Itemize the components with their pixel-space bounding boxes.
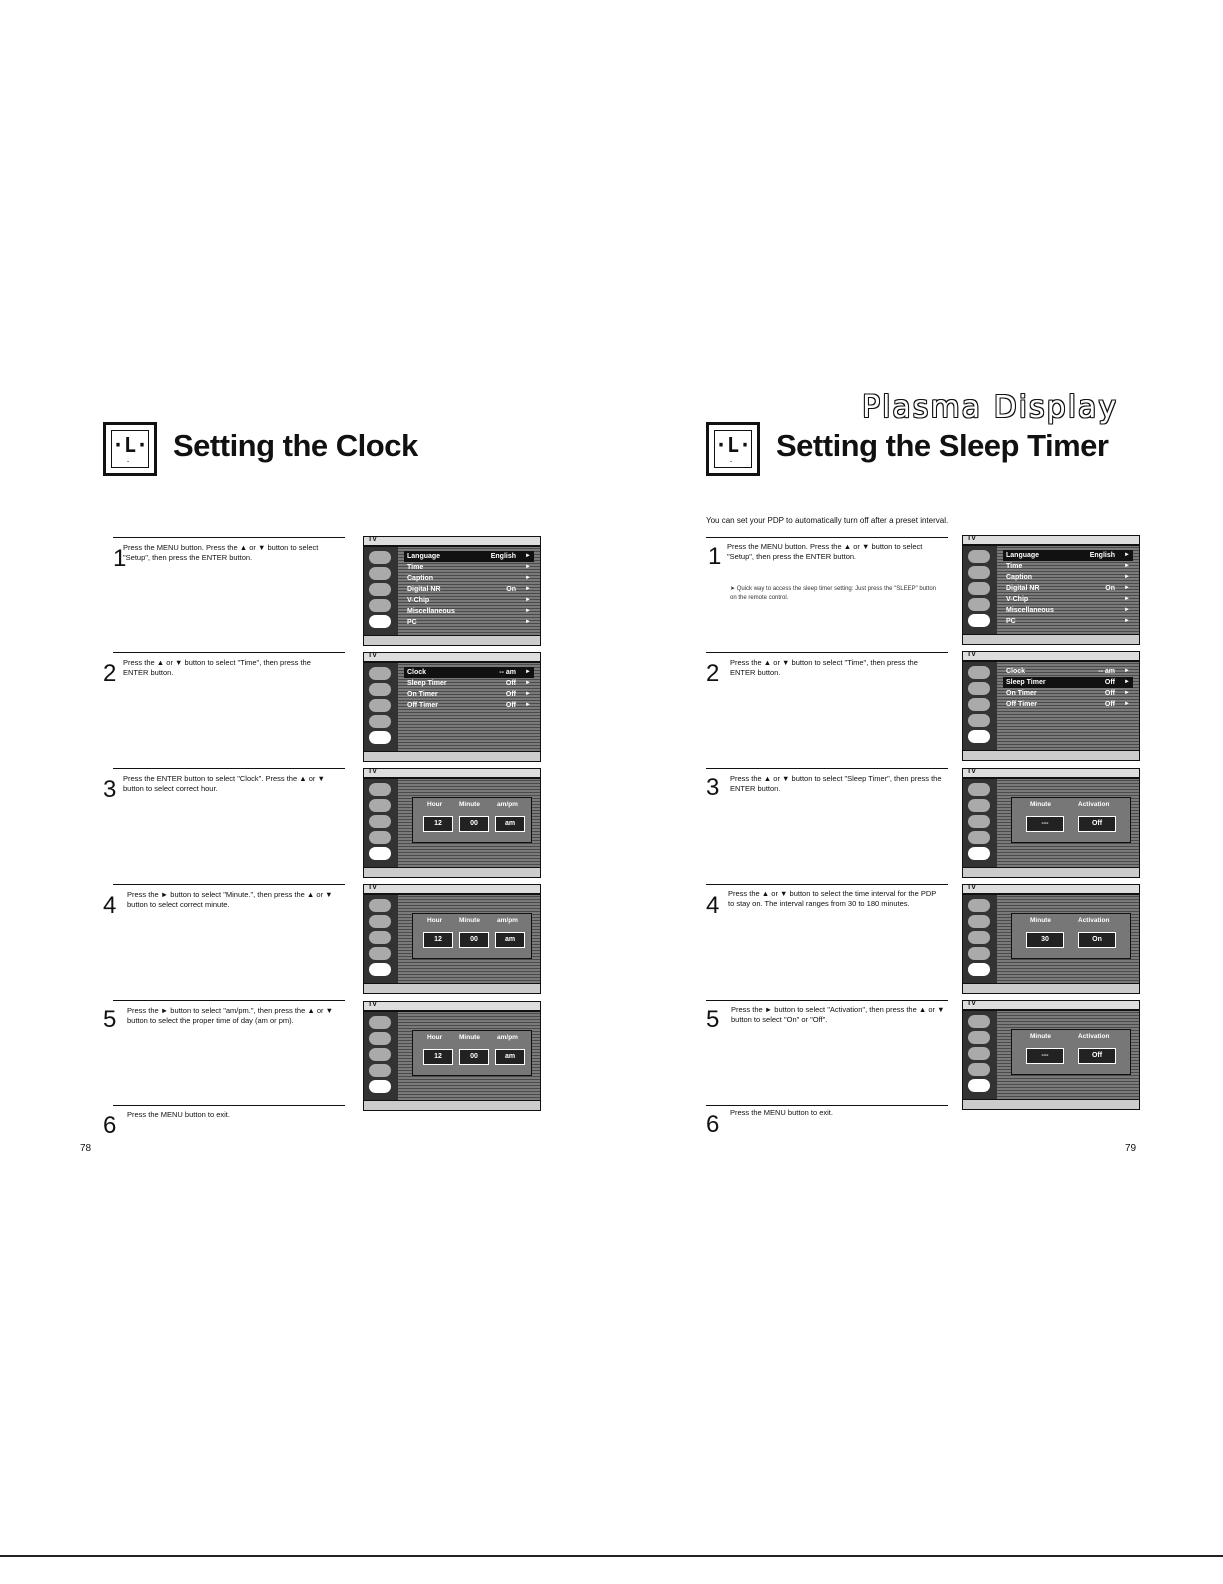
step-text: Press the ▲ or ▼ button to select "Sleep Timer", then press the ENTER button. [730,774,942,793]
step-number: 1 [113,545,127,572]
intro-text: You can set your PDP to automatically turn off after a preset interval. [706,516,949,525]
page-title-left: Setting the Clock [173,428,418,463]
tv-clock-dialog-screen: TV Hour Minute am/pm 12 00 am [363,768,541,878]
divider [113,884,345,885]
tv-setup-menu-screen: TV Language English ► Time ► Caption ► Digital NR On ► V-Chip ► Miscellaneous ► PC ► [962,535,1140,645]
step-number: 5 [706,1006,720,1033]
divider [113,652,345,653]
scan-edge-line [0,1555,1223,1557]
divider [706,884,948,885]
divider [113,537,345,538]
tip-note: ➤ Quick way to access the sleep timer setting: Just press the "SLEEP" button on the remote control. [730,586,937,601]
tv-clock-dialog-screen: TV Hour Minute am/pm 12 00 am [363,884,541,994]
divider [706,1000,948,1001]
step-text: Press the ▲ or ▼ button to select "Time", then press the ENTER button. [123,658,311,677]
divider [706,537,948,538]
step-text: Press the MENU button to exit. [730,1108,833,1117]
step-number: 6 [103,1112,117,1139]
divider [113,1000,345,1001]
step-text: Press the MENU button to exit. [127,1110,230,1119]
page-number-right: 79 [1125,1143,1137,1154]
step-number: 3 [103,776,117,803]
divider [706,768,948,769]
divider [706,652,948,653]
step-number: 2 [706,660,720,687]
step-number: 1 [708,543,722,570]
step-number: 4 [706,892,720,919]
step-number: 5 [103,1006,117,1033]
step-text: Press the ► button to select "Minute.", then press the ▲ or ▼ button to select correct minute. [127,890,333,909]
clock-icon: ·L· · [706,422,760,476]
tv-time-menu-screen: TV Clock -- am ► Sleep Timer Off ► On Timer Off ► Off Timer Off ► [962,651,1140,761]
step-number: 6 [706,1111,720,1138]
step-text: Press the ► button to select "am/pm.", then press the ▲ or ▼ button to select the proper time of day (am or pm). [127,1006,334,1025]
step-text: Press the ▲ or ▼ button to select the time interval for the PDP to stay on. The interval ranges from 30 to 180 minutes. [728,889,937,908]
tip-arrow-icon: ➤ [730,586,737,592]
tv-clock-dialog-screen: TV Hour Minute am/pm 12 00 am [363,1001,541,1111]
step-text: Press the ► button to select "Activation", then press the ▲ or ▼ button to select "On" or "Off". [731,1005,945,1024]
step-text: Press the ENTER button to select "Clock". Press the ▲ or ▼ button to select correct hour. [123,774,325,793]
step-number: 3 [706,774,720,801]
clock-icon: ·L· · [103,422,157,476]
step-text: Press the MENU button. Press the ▲ or ▼ button to select "Setup", then press the ENTER button. [727,542,923,561]
divider [113,768,345,769]
divider [706,1105,948,1106]
tv-sleep-timer-dialog-screen: TV Minute Activation --- Off [962,1000,1140,1110]
divider [113,1105,345,1106]
page-number-left: 78 [80,1143,92,1154]
brand-logo: Plasma Display [862,390,1119,425]
tv-time-menu-screen: TV Clock -- am ► Sleep Timer Off ► On Timer Off ► Off Timer Off ► [363,652,541,762]
tv-setup-menu-screen: TV Language English ► Time ► Caption ► Digital NR On ► V-Chip ► Miscellaneous ► PC ► [363,536,541,646]
step-text: Press the ▲ or ▼ button to select "Time", then press the ENTER button. [730,658,918,677]
tv-sleep-timer-dialog-screen: TV Minute Activation 30 On [962,884,1140,994]
step-text: Press the MENU button. Press the ▲ or ▼ button to select "Setup", then press the ENTER button. [123,543,319,562]
tv-sleep-timer-dialog-screen: TV Minute Activation --- Off [962,768,1140,878]
step-number: 4 [103,892,117,919]
step-number: 2 [103,660,117,687]
page-title-right: Setting the Sleep Timer [776,428,1109,463]
